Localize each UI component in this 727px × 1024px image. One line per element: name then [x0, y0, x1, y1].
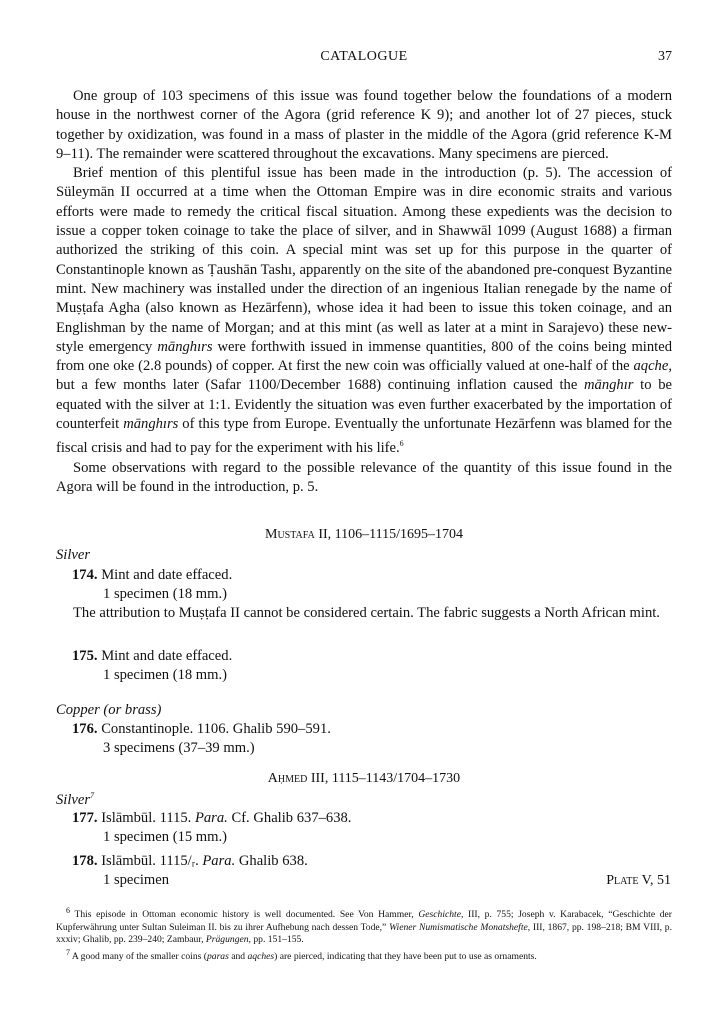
page-number: 37 [658, 49, 672, 64]
entry-178-count: 1 specimen [103, 872, 170, 888]
entry-176-count: 3 specimens (37–39 mm.) [103, 740, 255, 756]
section-heading-mustafa: Mustafa II, 1106–1115/1695–1704 [265, 527, 463, 542]
paragraph-2: Brief mention of this plentiful issue has been made in the introduction (p. 5). The accession of Süleymān II occurred at a time when the Ottoman Empire was in dire economic straits and various efforts were made to remedy the critical fiscal situation. Among these expedients was the decision to issue a copper token coinage to take the place of silver, and in Shawwāl 1099 (August 1688) a firman authorized the striking of this coin. A special mint was set up for this purpose in the quarter of Constantinople known as Ṭaushān Tashı, apparently on the site of the abandoned pre-conquest Byzantine mint. New machinery was installed under the direction of an ingenious Italian renegade by the name of Muṣṭafa Agha (also known as Hezārfenn), whose idea it had been to issue this token coinage, and an Englishman by the name of Morgan; and at this mint (as well as later at a mint in Sarajevo) these new-style emergency mānghırs were forthwith issued in immense quantities, 800 of the coins being minted from one oke (2.8 pounds) of copper. At first the new coin was officially valued at one-half of the aqche, but a few months later (Safar 1100/December 1688) continuing inflation caused the mānghır to be equated with the silver at 1:1. Evidently the situation was even further exacerbated by the importation of counterfeit mānghırs of this type from Europe. Eventually the unfortunate Hezārfenn was blamed for the fiscal crisis and had to pay for the experiment with his life.$^6$ [56, 165, 672, 457]
category-silver-ahmed: Silver$^7$ [56, 791, 95, 808]
paragraph-3: Some observations with regard to the possible relevance of the quantity of this issue found in the Agora will be found in the introduction, p. 5. [56, 459, 672, 495]
entry-177-count: 1 specimen (15 mm.) [103, 829, 228, 845]
plate-reference: Plate V, 51 [606, 873, 671, 888]
footnote-ref-7: 7 [90, 791, 95, 800]
footnote-7: $^7$ A good many of the smaller coins (paras and aqches) are pierced, indicating that they have been put to use as ornaments. [66, 948, 537, 963]
category-silver: Silver [56, 547, 91, 563]
category-copper: Copper (or brass) [56, 702, 162, 718]
running-head [56, 49, 672, 69]
footnote-ref-6: 6 [399, 439, 404, 449]
entry-175: 175. Mint and date effaced. [72, 648, 233, 664]
footnotes [56, 905, 672, 965]
entry-174-count: 1 specimen (18 mm.) [103, 586, 228, 602]
section-heading-ahmed: Aḥmed III, 1115–1143/1704–1730 [267, 771, 461, 786]
entry-178: 178. Islāmbūl. 1115/ᵣ. Para. Ghalib 638. [72, 853, 308, 869]
attribution-note: The attribution to Muṣṭafa II cannot be considered certain. The fabric suggests a North African mint. [73, 605, 660, 621]
entry-177: 177. Islāmbūl. 1115. Para. Cf. Ghalib 637–638. [72, 810, 352, 826]
intro-text [56, 87, 672, 497]
footnote-6: $^6$ This episode in Ottoman economic history is well documented. See Von Hammer, Geschichte, III, p. 755; Joseph v. Karabacek, “Geschichte der Kupferwährung unter Sultan Suleiman II. bis zu ihrer Aufhebung nach dessen Tode,” Wiener Numismatische Monatshefte, III, 1867, pp. 198–218; BM VIII, p. xxxiv; Ghalib, pp. 239–240; Zambaur, Prägungen, pp. 151–155. [56, 906, 673, 945]
paragraph-1: One group of 103 specimens of this issue was found together below the foundations of a modern house in the northwest corner of the Agora (grid reference K 9); and another lot of 27 pieces, stuck together by oxidization, was found in a mass of plaster in the middle of the Agora (grid reference K-M 9–11). The remainder were scattered throughout the excavations. Many specimens are pierced. [56, 88, 672, 162]
entry-174: 174. Mint and date effaced. [72, 567, 233, 583]
entry-176: 176. Constantinople. 1106. Ghalib 590–591. [72, 721, 331, 737]
entry-175-count: 1 specimen (18 mm.) [103, 667, 228, 683]
running-title: CATALOGUE [320, 49, 408, 64]
